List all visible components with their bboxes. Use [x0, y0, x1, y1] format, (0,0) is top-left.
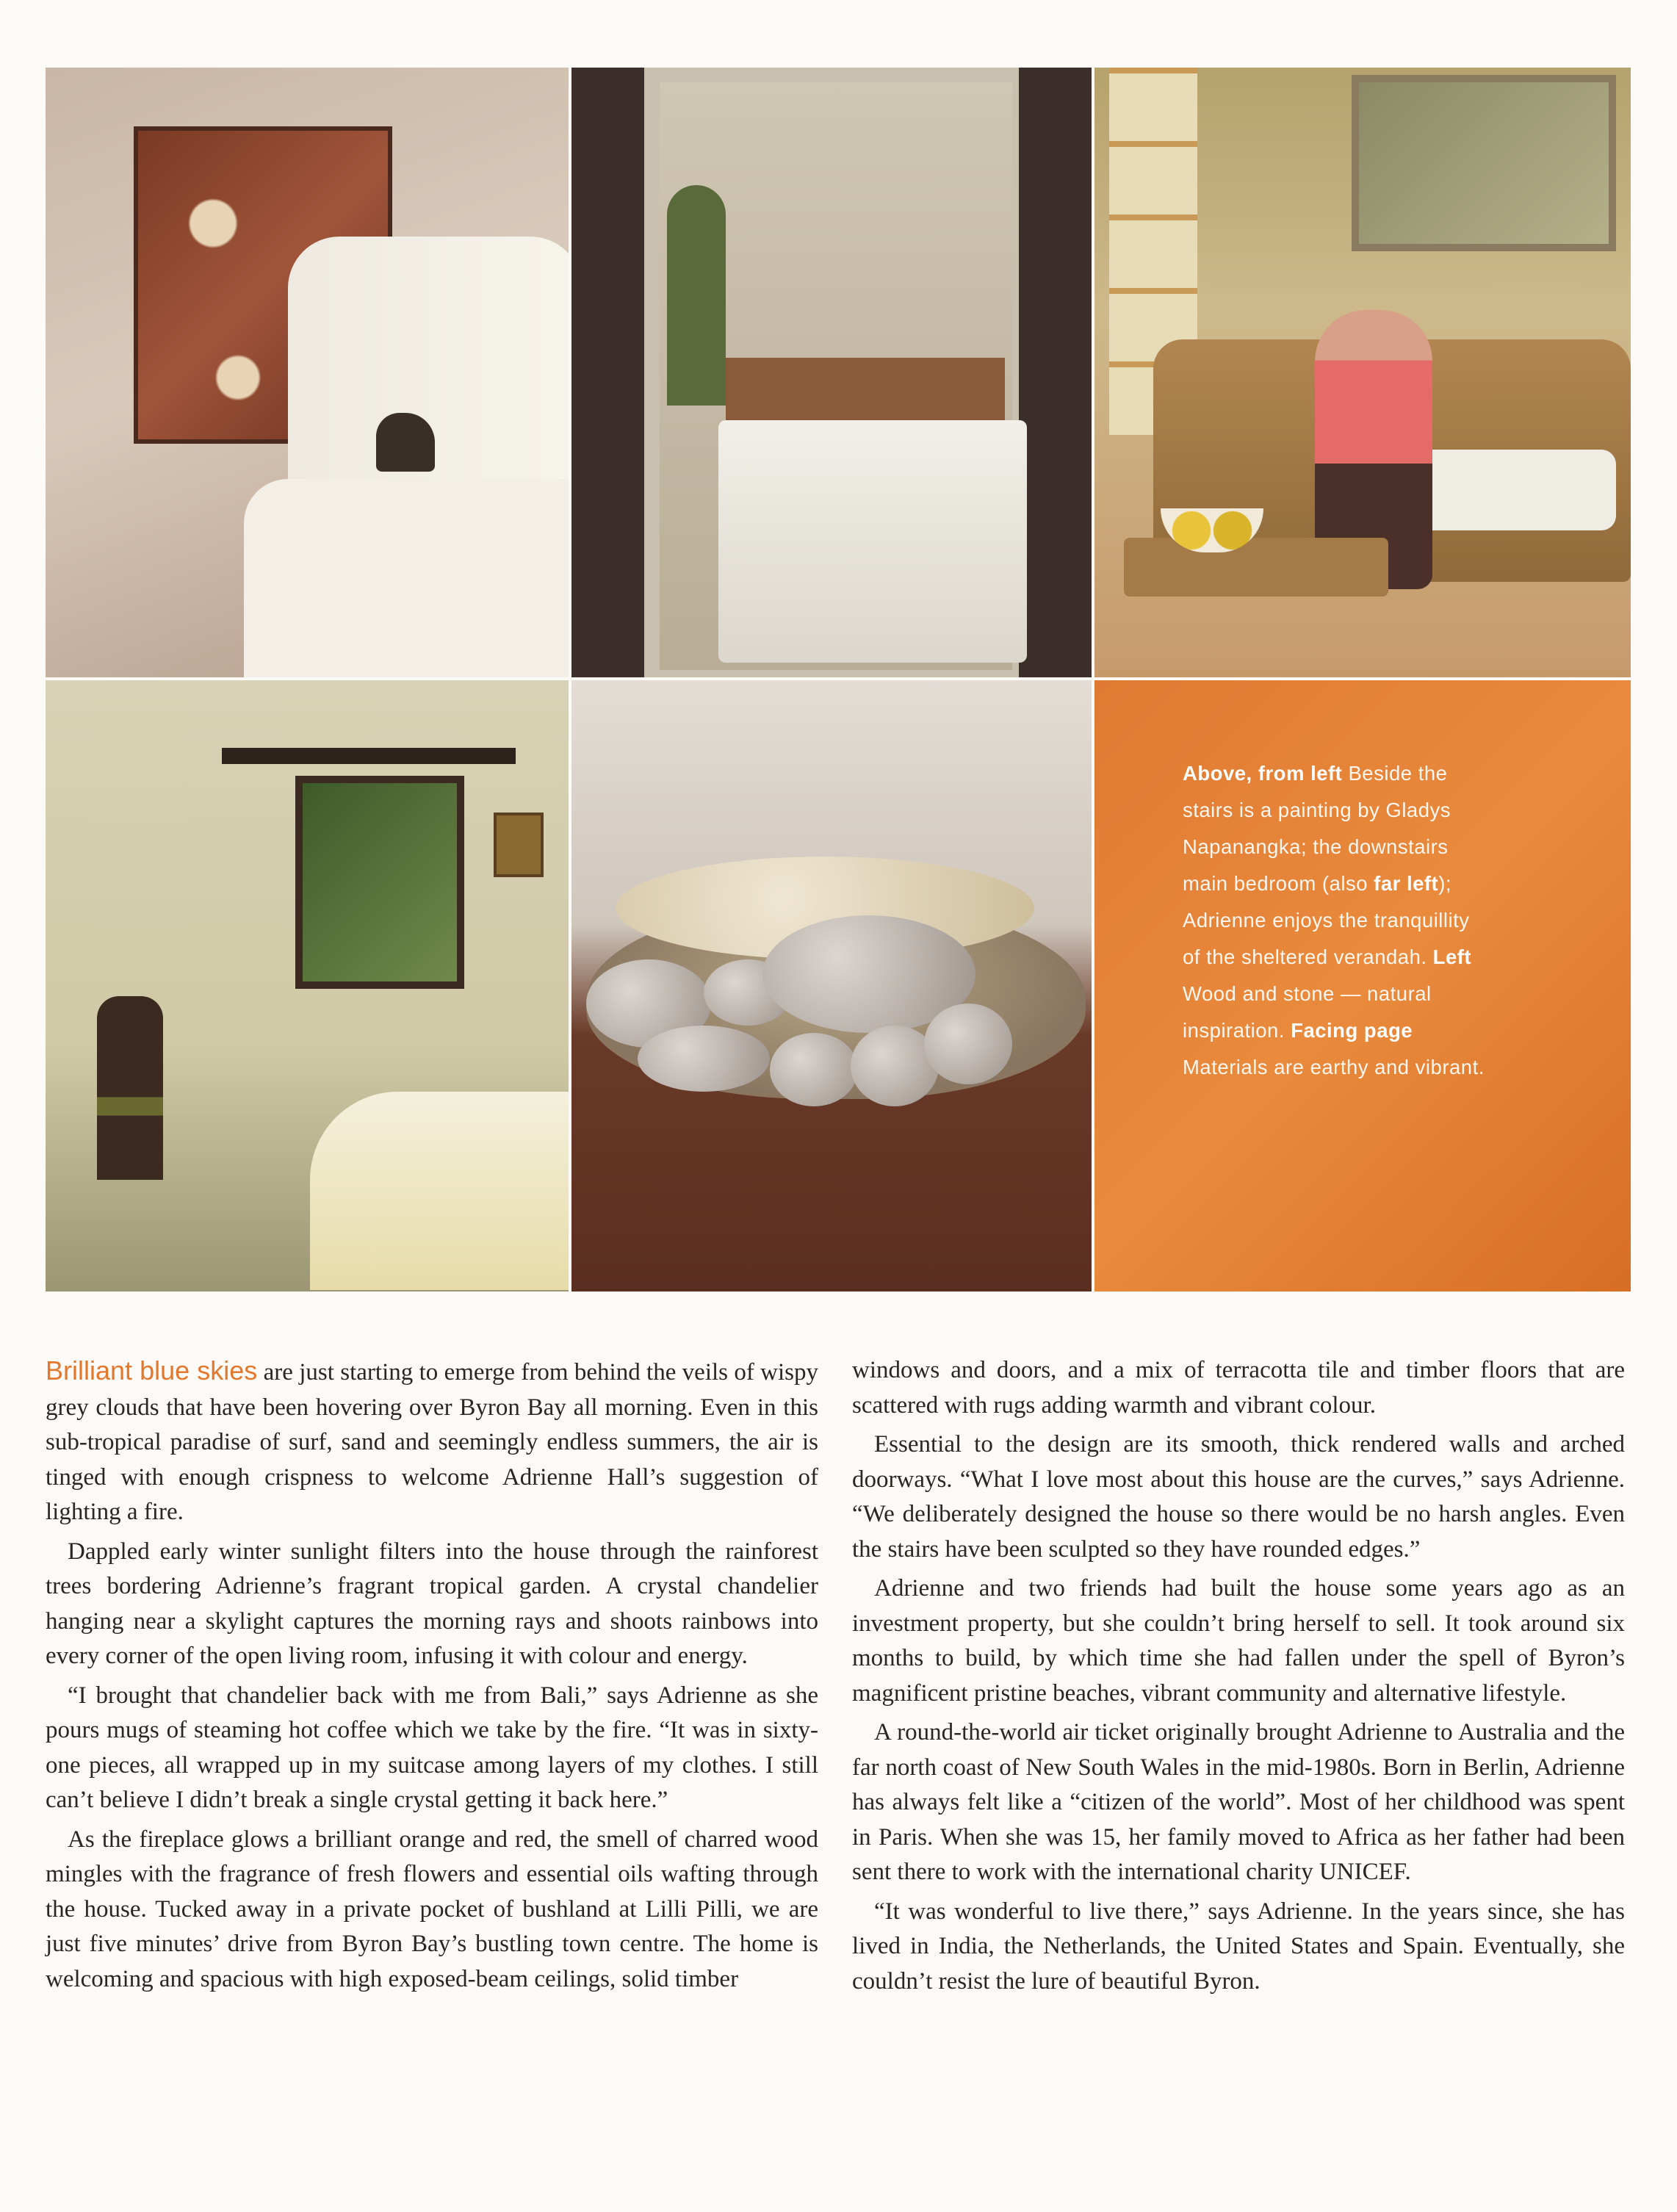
garden-window [295, 776, 464, 989]
stone [770, 1033, 858, 1106]
caption-label-far-left: far left [1374, 872, 1439, 895]
arched-window [667, 185, 726, 406]
article-paragraph: “It was wonderful to live there,” says Adrienne. In the years since, she has lived in India, the Netherlands, the United States and Spain. Eventually, she couldn’t resist the lure of beautiful Byron. [852, 1898, 1625, 1995]
caption-text: Materials are earthy and vibrant. [1183, 1056, 1485, 1078]
horse-sculpture [376, 413, 435, 472]
caption-label-above: Above, from left [1183, 762, 1343, 785]
article-paragraph: Dappled early winter sunlight filters into the house through the rainforest trees bordering Adrienne’s fragrant tropical garden. A crystal chandelier hanging near a skylight captures the morning rays and shoots rainbows into every corner of the open living room, infusing it with colour and energy. [46, 1538, 818, 1669]
article-paragraph: Adrienne and two friends had built the house some years ago as an investment property, but she couldn’t bring herself to sell. It took around six months to build, by which time she had fallen under the spell of Byron’s magnificent pristine beaches, vibrant community and alternative lifestyle. [852, 1575, 1625, 1707]
photo-caption [1183, 755, 1491, 1086]
article-paragraph: As the fireplace glows a brilliant orange and red, the smell of charred wood mingles with the fragrance of fresh flowers and essential oils wafting through the house. Tucked away in a private pocket of bushland at Lilli Pilli, we are just five minutes’ drive from Byron Bay’s bustling town centre. The home is welcoming and spacious with high exposed-beam ceilings, solid timber [46, 1826, 818, 1992]
wooden-chair [97, 996, 163, 1180]
article-lead: Brilliant blue skies [46, 1355, 258, 1386]
bed [718, 420, 1027, 663]
article-column-right [852, 1353, 1625, 2003]
article-paragraph: windows and doors, and a mix of terracotta tile and timber floors that are scattered with rugs adding warmth and vibrant colour. [852, 1357, 1625, 1419]
paragraph-text: are just starting to emerge from behind the veils of wispy grey clouds that have been hovering over Byron Bay all morning. Even in this sub-tropical paradise of surf, sand and seemingly endless summers, the air is tinged with enough crispness to welcome Adrienne Hall’s suggestion of lighting a fire. [46, 1359, 818, 1525]
stone [924, 1004, 1012, 1084]
downstairs-bedroom-photo [571, 68, 1092, 677]
small-framed-picture [494, 813, 544, 877]
article-paragraph: Essential to the design are its smooth, thick rendered walls and arched doorways. “What I love most about this house are the curves,” says Adrienne. “We deliberately designed the house so there would be no harsh angles. Even the stairs have been sculpted so they have rounded edges.” [852, 1431, 1625, 1563]
window-beam [222, 748, 516, 764]
white-bed [310, 1092, 569, 1290]
caption-text: ); Adrienne enjoys the tranquillity of the sheltered verandah. [1183, 872, 1470, 968]
article-paragraph: A round-the-world air ticket originally brought Adrienne to Australia and the far north coast of New South Wales in the mid-1980s. Born in Berlin, Adrienne has always felt like a “citizen of the world”. Most of her childhood was spent in Paris. When she was 15, her family moved to Africa as her father had been sent there to work with the international charity UNICEF. [852, 1719, 1625, 1885]
verandah-photo [1094, 68, 1631, 677]
article-paragraph: “I brought that chandelier back with me from Bali,” says Adrienne as she pours mugs of steaming hot coffee which we take by the fire. “It was in sixty-one pieces, all wrapped up in my suitcase among layers of my clothes. I still can’t believe I didn’t break a single crystal getting it back here.” [46, 1682, 818, 1813]
caption-label-facing-page: Facing page [1291, 1019, 1413, 1042]
stair-ledge [244, 479, 569, 677]
shuttered-window [1352, 75, 1616, 251]
caption-text: Beside the stairs is a painting by Gladys Napanangka; the downstairs main bedroom (also [1183, 762, 1451, 895]
article-paragraph [46, 1353, 818, 1530]
stairs-painting-photo [46, 68, 569, 677]
caption-label-left: Left [1432, 945, 1472, 968]
caption-text: Wood and stone — natural inspiration. [1183, 982, 1432, 1042]
wood-and-stone-photo [571, 680, 1092, 1291]
caption-panel [1094, 680, 1631, 1291]
article-column-left [46, 1353, 818, 2001]
stone [638, 1026, 770, 1092]
bedroom-window-photo [46, 680, 569, 1291]
bamboo-table [1124, 538, 1388, 597]
